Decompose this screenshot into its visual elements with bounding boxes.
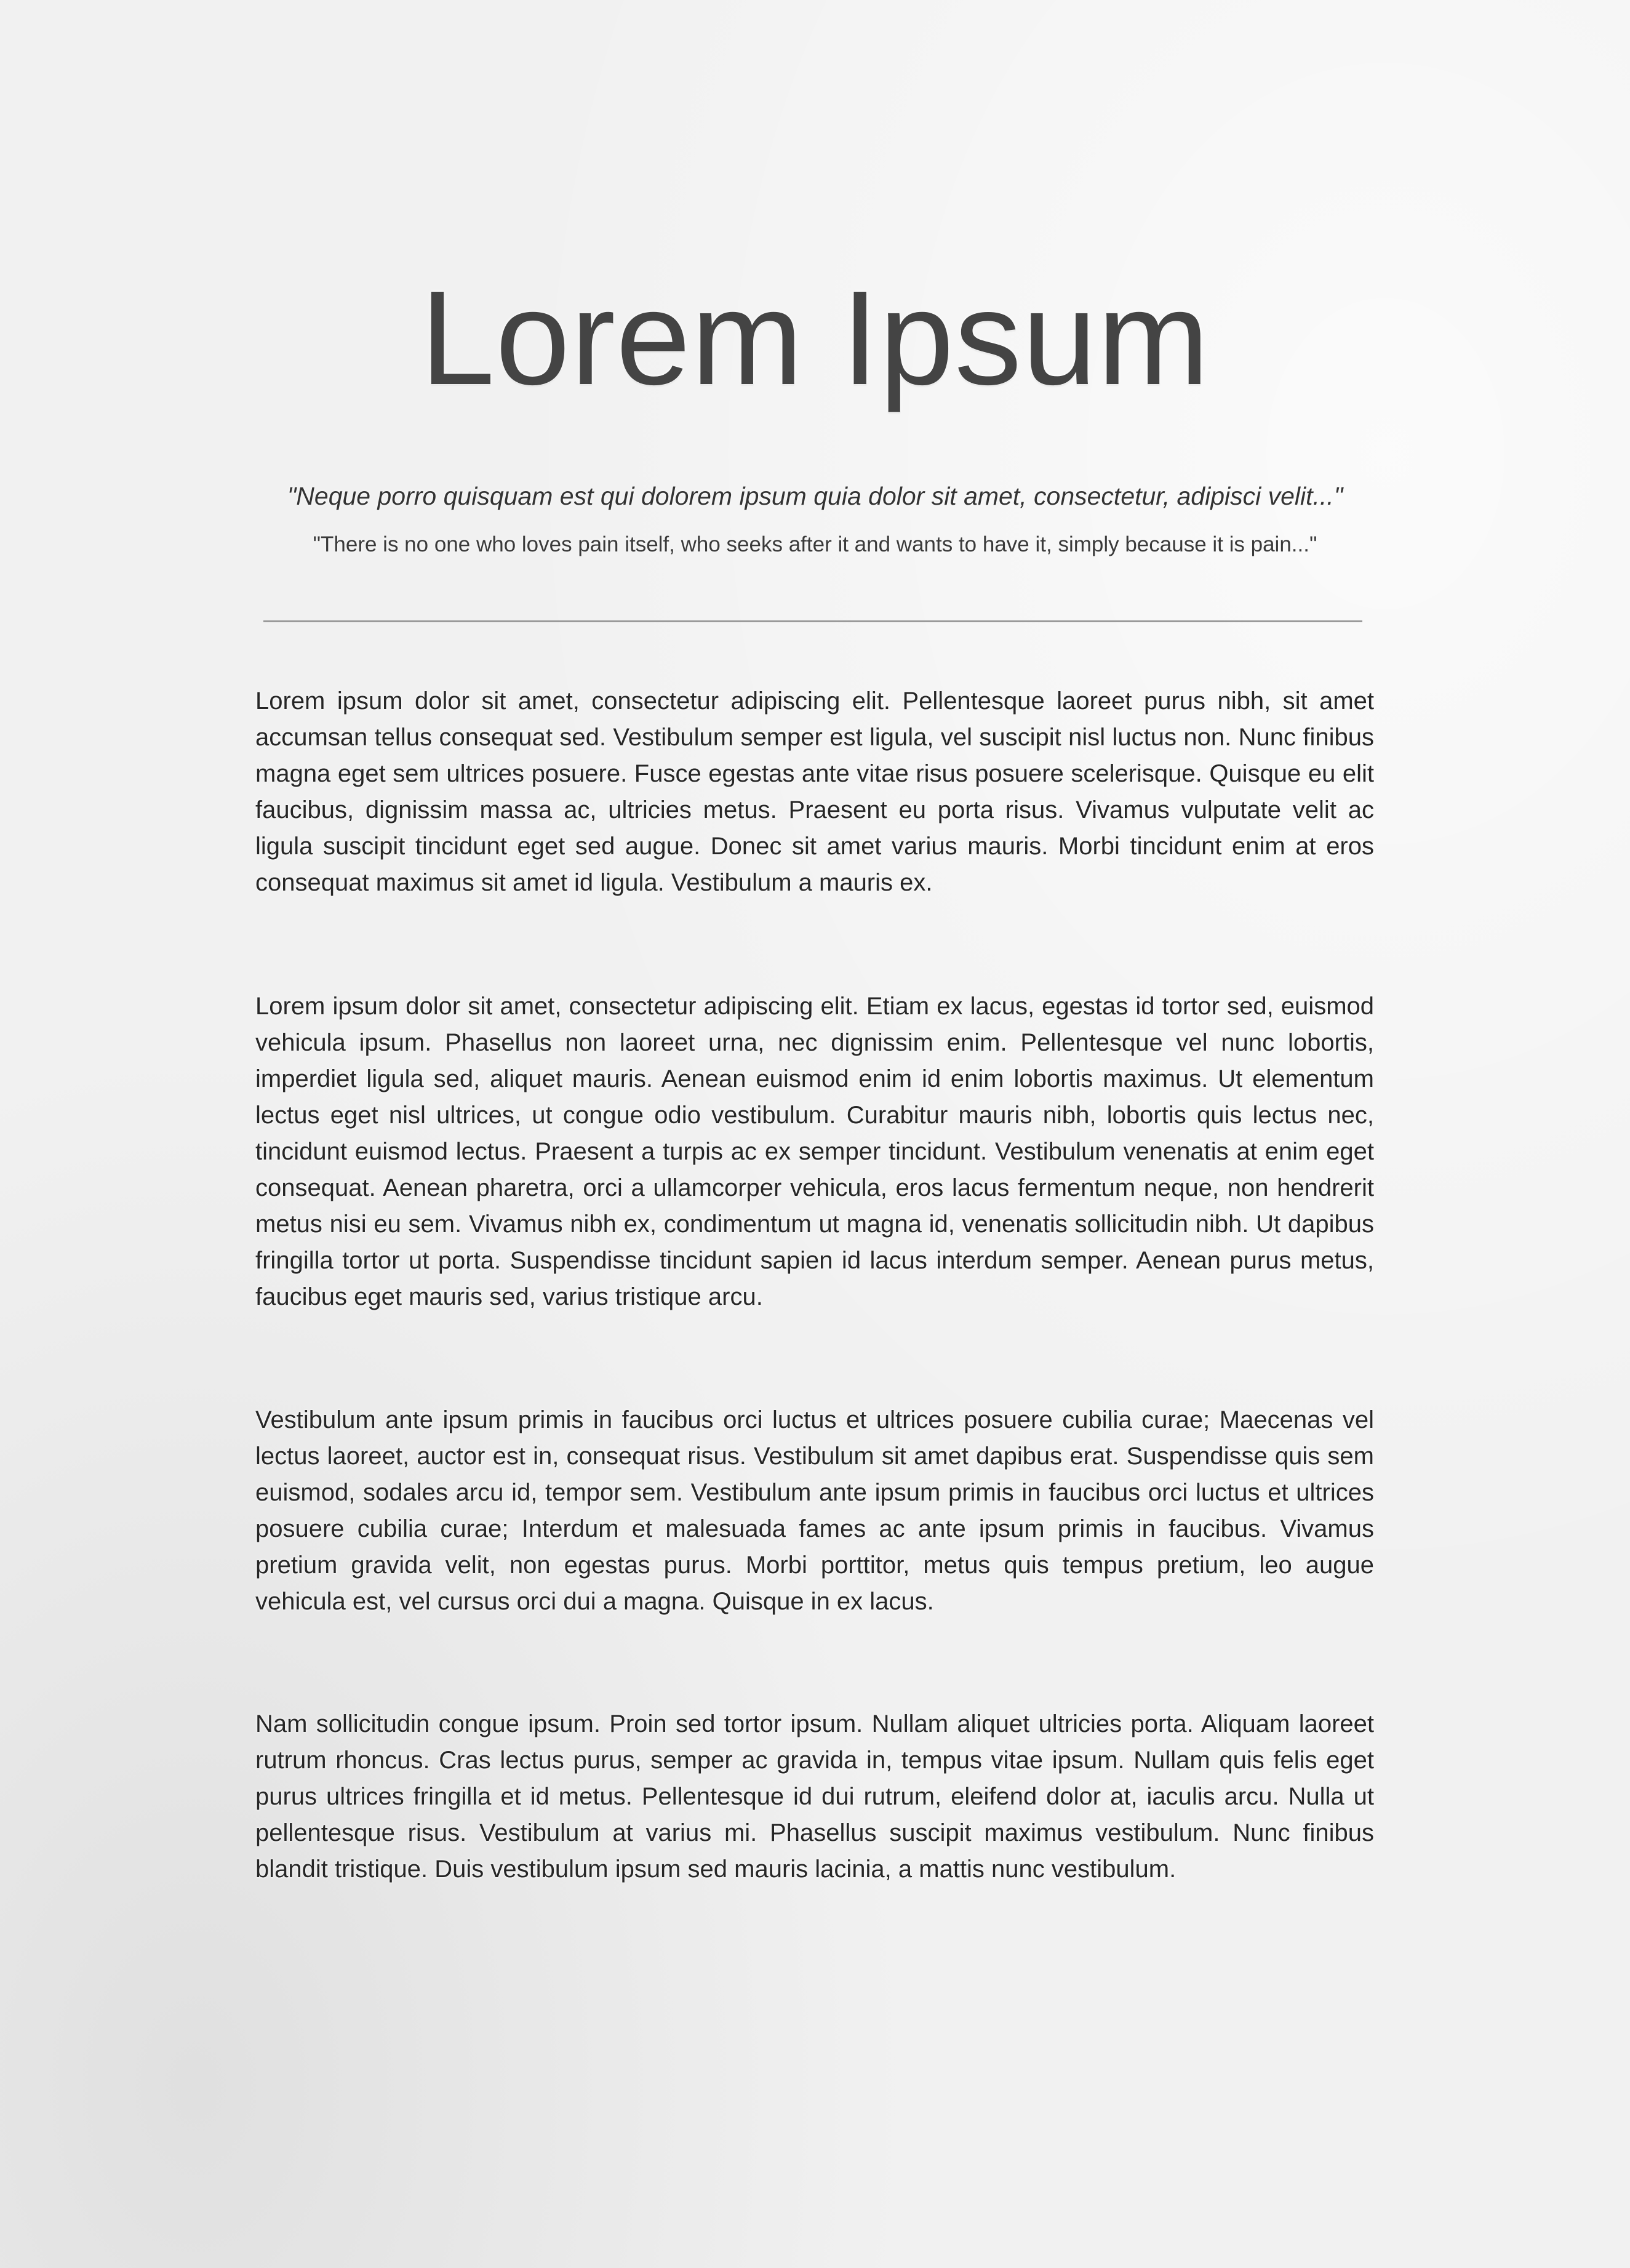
body-paragraph-4: Nam sollicitudin congue ipsum. Proin sed tortor ipsum. Nullam aliquet ultricies porta. Aliquam laoreet rutrum rhoncus. Cras lectus purus, semper ac gravida in, tempus vitae ipsum. Nullam quis felis eget purus ultrices fringilla et id metus. Pellentesque id dui rutrum, eleifend dolor at, iaculis arcu. Nulla ut pellentesque risus. Vestibulum at varius mi. Phasellus suscipit maximus vestibulum. Nunc finibus blandit tristique. Duis vestibulum ipsum sed mauris lacinia, a mattis nunc vestibulum. [255, 1710, 1374, 1883]
latin-quote: "Neque porro quisquam est qui dolorem ipsum quia dolor sit amet, consectetur, adipisci velit..." [287, 482, 1343, 510]
english-quote: "There is no one who loves pain itself, who seeks after it and wants to have it, simply because it is pain..." [313, 532, 1317, 556]
document-title: Lorem Ipsum [420, 263, 1210, 413]
body-paragraph-2: Lorem ipsum dolor sit amet, consectetur adipiscing elit. Etiam ex lacus, egestas id tortor sed, euismod vehicula ipsum. Phasellus non laoreet urna, nec dignissim enim. Pellentesque vel nunc lobortis, imperdiet ligula sed, aliquet mauris. Aenean euismod enim id enim lobortis maximus. Ut elementum lectus eget nisl ultrices, ut congue odio vestibulum. Curabitur mauris nibh, lobortis quis lectus nec, tincidunt euismod lectus. Praesent a turpis ac ex semper tincidunt. Vestibulum venenatis at enim eget consequat. Aenean pharetra, orci a ullamcorper vehicula, eros lacus fermentum neque, non hendrerit metus nisi eu sem. Vivamus nibh ex, condimentum ut magna id, venenatis sollicitudin nibh. Ut dapibus fringilla tortor ut porta. Suspendisse tincidunt sapien id lacus interdum semper. Aenean purus metus, faucibus eget mauris sed, varius tristique arcu. [255, 993, 1374, 1310]
horizontal-divider [263, 620, 1362, 622]
body-paragraph-1: Lorem ipsum dolor sit amet, consectetur adipiscing elit. Pellentesque laoreet purus nibh, sit amet accumsan tellus consequat sed. Vestibulum semper est ligula, vel suscipit nisl luctus non. Nunc finibus magna eget sem ultrices posuere. Fusce egestas ante vitae risus posuere scelerisque. Quisque eu elit faucibus, dignissim massa ac, ultricies metus. Praesent eu porta risus. Vivamus vulputate velit ac ligula suscipit tincidunt eget sed augue. Donec sit amet varius mauris. Morbi tincidunt enim at eros consequat maximus sit amet id ligula. Vestibulum a mauris ex. [255, 687, 1374, 896]
body-paragraph-3: Vestibulum ante ipsum primis in faucibus orci luctus et ultrices posuere cubilia curae; Maecenas vel lectus laoreet, auctor est in, consequat risus. Vestibulum sit amet dapibus erat. Suspendisse quis sem euismod, sodales arcu id, tempor sem. Vestibulum ante ipsum primis in faucibus orci luctus et ultrices posuere cubilia curae; Interdum et malesuada fames ac ante ipsum primis in faucibus. Vivamus pretium gravida velit, non egestas purus. Morbi porttitor, metus quis tempus pretium, leo augue vehicula est, vel cursus orci dui a magna. Quisque in ex lacus. [255, 1406, 1374, 1615]
